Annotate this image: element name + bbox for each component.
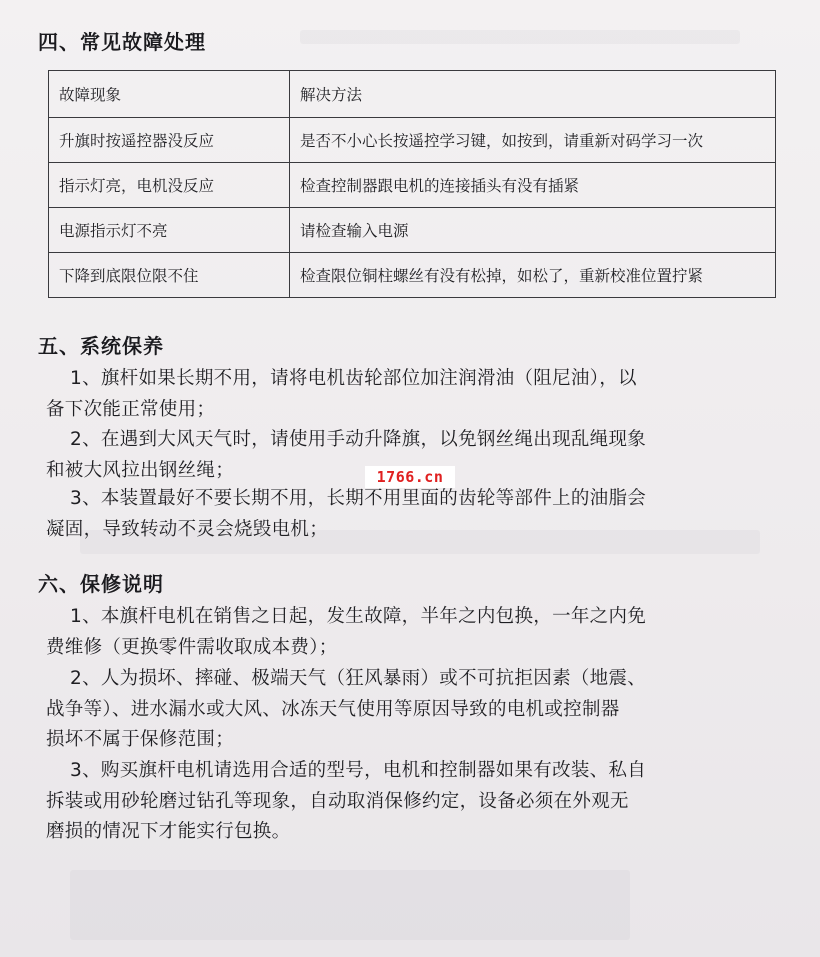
text-line: 凝固，导致转动不灵会烧毁电机； (46, 518, 329, 540)
show-through-shadow (300, 30, 740, 44)
text-line: 拆装或用砂轮磨过钻孔等现象，自动取消保修约定，设备必须在外观无 (46, 790, 629, 812)
warranty-item-3 (46, 756, 786, 848)
table-header-row (49, 71, 776, 118)
text-line: 备下次能正常使用； (46, 398, 216, 420)
section-5-heading: 五、系统保养 (38, 334, 164, 358)
table-row (49, 163, 776, 208)
site-watermark: 1766.cn (365, 466, 455, 488)
warranty-item-2 (46, 664, 786, 756)
text-line: 磨损的情况下才能实行包换。 (46, 821, 291, 842)
symptom-cell: 指示灯亮，电机没反应 (49, 163, 290, 208)
table-row (49, 118, 776, 163)
solution-cell: 请检查输入电源 (290, 208, 776, 253)
text-line: 2、在遇到大风天气时，请使用手动升降旗，以免钢丝绳出现乱绳现象 (70, 429, 647, 450)
section-4-heading: 四、常见故障处理 (38, 30, 206, 54)
text-line: 战争等）、进水漏水或大风、冰冻天气使用等原因导致的电机或控制器 (46, 698, 620, 720)
text-line: 3、购买旗杆电机请选用合适的型号，电机和控制器如果有改装、私自 (70, 760, 647, 781)
show-through-shadow (70, 870, 630, 940)
maintenance-item-3 (46, 484, 786, 545)
text-line: 和被大风拉出钢丝绳； (46, 459, 235, 481)
symptom-cell: 升旗时按遥控器没反应 (49, 118, 290, 163)
text-line: 3、本装置最好不要长期不用，长期不用里面的齿轮等部件上的油脂会 (70, 488, 647, 509)
warranty-item-1 (46, 602, 786, 663)
text-line: 费维修（更换零件需收取成本费）； (46, 636, 338, 658)
header-cell-symptom: 故障现象 (49, 71, 290, 118)
fault-table (48, 70, 776, 298)
symptom-cell: 下降到底限位限不住 (49, 253, 290, 298)
header-cell-solution: 解决方法 (290, 71, 776, 118)
maintenance-item-1 (46, 364, 786, 425)
text-line: 2、人为损坏、摔碰、极端天气（狂风暴雨）或不可抗拒因素（地震、 (70, 668, 647, 689)
text-line: 1、本旗杆电机在销售之日起，发生故障，半年之内包换，一年之内免 (70, 606, 647, 627)
solution-cell: 是否不小心长按遥控学习键，如按到，请重新对码学习一次 (290, 118, 776, 163)
text-line: 1、旗杆如果长期不用，请将电机齿轮部位加注润滑油（阻尼油），以 (70, 368, 637, 389)
symptom-cell: 电源指示灯不亮 (49, 208, 290, 253)
table-row (49, 253, 776, 298)
solution-cell: 检查限位铜柱螺丝有没有松掉，如松了，重新校准位置拧紧 (290, 253, 776, 298)
solution-cell: 检查控制器跟电机的连接插头有没有插紧 (290, 163, 776, 208)
table-row (49, 208, 776, 253)
text-line: 损坏不属于保修范围； (46, 729, 235, 750)
section-6-heading: 六、保修说明 (38, 572, 164, 596)
